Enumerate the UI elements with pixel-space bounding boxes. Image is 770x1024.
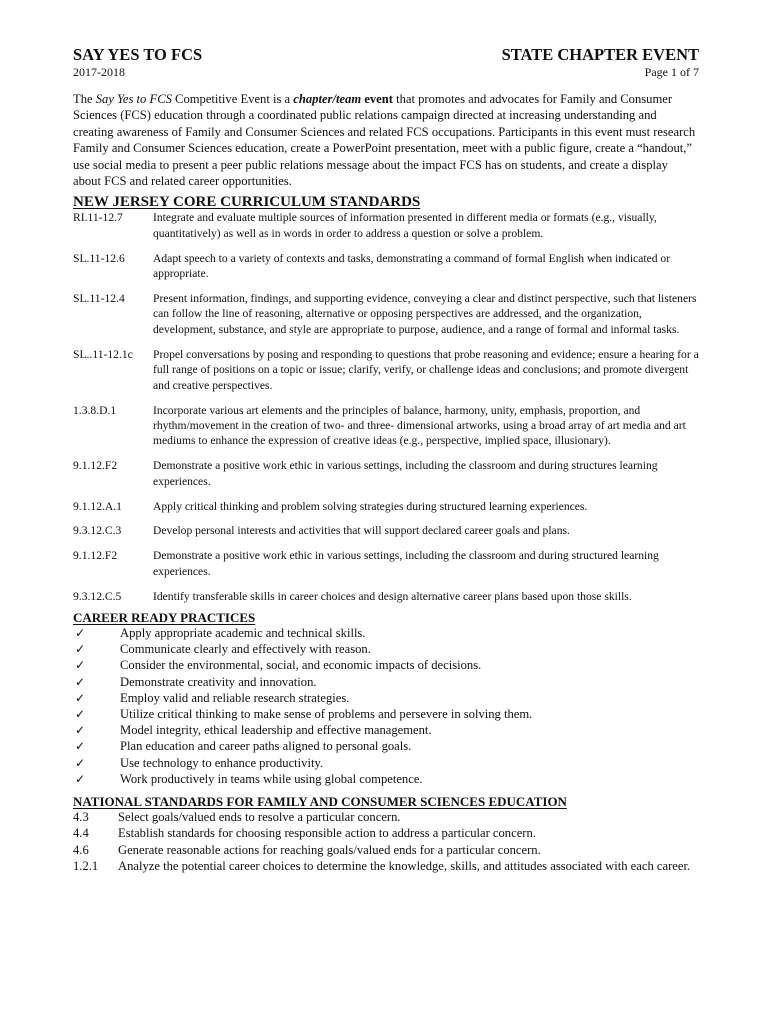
practice-text: Communicate clearly and effectively with reason.: [120, 642, 371, 657]
standard-text: Demonstrate a positive work ethic in various settings, including the classroom and during structures learning experiences.: [153, 459, 658, 488]
list-item: [73, 809, 699, 825]
list-item: [73, 641, 699, 657]
checkmark-icon: ✓: [75, 674, 86, 689]
list-item: [73, 674, 699, 690]
standard-text: Demonstrate a positive work ethic in various settings, including the classroom and during structured learning experiences.: [153, 549, 659, 578]
standard-text: Present information, findings, and supporting evidence, conveying a clear and distinct perspective, such that listeners can follow the line of reasoning, alternative or opposing perspectives are addressed, and the organization, development, substance, and style are appropriate to purpose, audience, and a range of formal and informal tasks.: [153, 292, 697, 336]
list-item: [73, 825, 699, 841]
event-title: SAY YES TO FCS: [73, 45, 203, 64]
list-item: [73, 657, 699, 673]
career-ready-heading: CAREER READY PRACTICES: [73, 610, 256, 626]
checkmark-icon: ✓: [75, 755, 86, 770]
standard-code: SL.11-12.6: [73, 251, 125, 265]
checkmark-icon: ✓: [75, 658, 86, 673]
list-item: [73, 706, 699, 722]
standard-text: Analyze the potential career choices to determine the knowledge, skills, and attitudes associated with each career.: [118, 858, 691, 873]
checkmark-icon: ✓: [75, 723, 86, 738]
checkmark-icon: ✓: [75, 739, 86, 754]
standard-text: Establish standards for choosing responsible action to address a particular concern.: [118, 826, 536, 841]
intro-event-word: event: [361, 92, 393, 106]
standard-text: Identify transferable skills in career choices and design alternative career plans based upon those skills.: [153, 589, 632, 603]
practice-text: Work productively in teams while using global competence.: [120, 771, 423, 786]
standard-row: [73, 589, 699, 604]
standard-code: 9.3.12.C.3: [73, 524, 122, 538]
nj-standards-heading: NEW JERSEY CORE CURRICULUM STANDARDS: [73, 194, 421, 211]
checkmark-icon: ✓: [75, 626, 86, 641]
practice-text: Plan education and career paths aligned to personal goals.: [120, 739, 412, 754]
checkmark-icon: ✓: [75, 771, 86, 786]
standard-text: Generate reasonable actions for reaching goals/valued ends for a particular concern.: [118, 842, 541, 857]
intro-text-1: The: [73, 92, 96, 106]
practice-text: Use technology to enhance productivity.: [120, 755, 324, 770]
practice-text: Employ valid and reliable research strategies.: [120, 690, 350, 705]
standard-text: Apply critical thinking and problem solving strategies during structured learning experiences.: [153, 499, 588, 513]
practice-text: Model integrity, ethical leadership and effective management.: [120, 723, 432, 738]
standard-number: 4.3: [73, 810, 89, 825]
nj-standards-list: [73, 210, 699, 604]
career-ready-list: [73, 625, 699, 787]
list-item: [73, 625, 699, 641]
practice-text: Utilize critical thinking to make sense of problems and persevere in solving them.: [120, 707, 533, 722]
checkmark-icon: ✓: [75, 642, 86, 657]
practice-text: Apply appropriate academic and technical skills.: [120, 626, 366, 641]
standard-code: 9.1.12.F2: [73, 459, 118, 473]
practice-text: Consider the environmental, social, and economic impacts of decisions.: [120, 658, 482, 673]
list-item: [73, 755, 699, 771]
standard-row: [73, 523, 699, 538]
standard-code: 9.1.12.A.1: [73, 499, 122, 513]
standard-number: 4.4: [73, 826, 89, 841]
document-page: [73, 46, 699, 874]
standard-text: Develop personal interests and activities that will support declared career goals and plans.: [153, 524, 570, 538]
standard-text: Select goals/valued ends to resolve a particular concern.: [118, 810, 401, 825]
standard-row: [73, 548, 699, 579]
document-subheader: [73, 65, 699, 79]
standard-code: SL..11-12.1c: [73, 347, 133, 361]
checkmark-icon: ✓: [75, 707, 86, 722]
checkmark-icon: ✓: [75, 690, 86, 705]
standard-text: Incorporate various art elements and the principles of balance, harmony, unity, emphasis, proportion, and rhythm/movement in the creation of two- and three- dimensional artworks, using a broad array of art media and art mediums to enhance the expression of creative ideas (e.g., perspective, implied space, illusionary).: [153, 403, 686, 448]
list-item: [73, 738, 699, 754]
page-number: Page 1 of 7: [644, 65, 699, 79]
intro-text-2: Competitive Event is a: [171, 92, 294, 106]
standard-row: [73, 291, 699, 337]
intro-paragraph: [73, 91, 699, 189]
standard-number: 1.2.1: [73, 858, 99, 873]
list-item: [73, 858, 699, 874]
standard-row: [73, 403, 699, 449]
standard-text: Integrate and evaluate multiple sources of information presented in different media or formats (e.g., visually, quantitatively) as well as in words in order to address a question or solve a problem.: [153, 211, 657, 240]
standard-code: 9.3.12.C.5: [73, 589, 122, 603]
standard-code: SL.11-12.4: [73, 292, 125, 306]
intro-chapter-team: chapter/team: [293, 92, 362, 106]
standard-code: RI.11-12.7: [73, 211, 123, 225]
standard-row: [73, 210, 699, 241]
standard-code: 9.1.12.F2: [73, 549, 118, 563]
practice-text: Demonstrate creativity and innovation.: [120, 674, 317, 689]
document-header: [73, 46, 699, 64]
list-item: [73, 690, 699, 706]
event-category: STATE CHAPTER EVENT: [501, 45, 699, 64]
standard-row: [73, 458, 699, 489]
standard-number: 4.6: [73, 842, 89, 857]
standard-row: [73, 347, 699, 393]
standard-text: Propel conversations by posing and responding to questions that probe reasoning and evidence; ensure a hearing for a full range of positions on a topic or issue; clarify, verify, or challenge ideas and conclusions; and promote divergent and creative perspectives.: [153, 347, 699, 392]
list-item: [73, 722, 699, 738]
national-standards-list: [73, 809, 699, 874]
list-item: [73, 771, 699, 787]
standard-text: Adapt speech to a variety of contexts and tasks, demonstrating a command of formal English when indicated or appropriate.: [153, 251, 671, 281]
standard-code: 1.3.8.D.1: [73, 403, 117, 417]
standard-row: [73, 251, 699, 282]
intro-text-3: that promotes and advocates for Family and Consumer Sciences (FCS) education through a coordinated public relations campaign directed at increasing understanding and creating awareness of Family and Consumer Sciences and related FCS occupations. Participants in this event must research Family and Consumer Sciences education, create a PowerPoint presentation, meet with a public figure, create a “handout,” use social media to present a peer public relations message about the impact FCS has on students, and create a display about FCS and related career opportunities.: [73, 92, 696, 189]
national-standards-heading: NATIONAL STANDARDS FOR FAMILY AND CONSUMER SCIENCES EDUCATION: [73, 794, 567, 810]
school-year: 2017-2018: [73, 65, 125, 79]
list-item: [73, 842, 699, 858]
intro-event-name: Say Yes to FCS: [95, 92, 172, 106]
standard-row: [73, 499, 699, 514]
